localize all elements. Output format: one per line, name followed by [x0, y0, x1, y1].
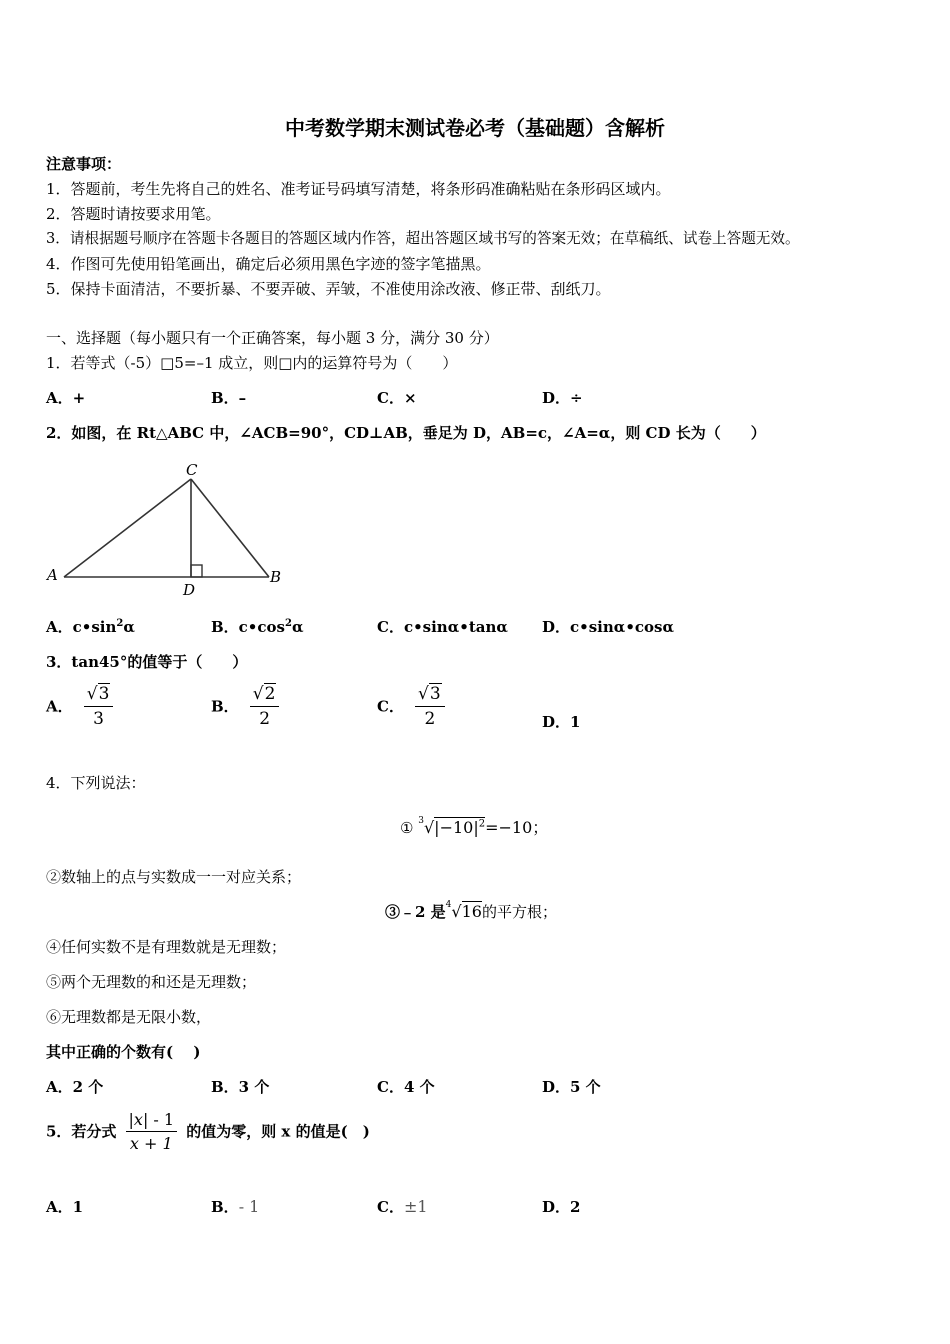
- statement-6: ⑥无理数都是无限小数，: [46, 1008, 212, 1026]
- q3-option-a[interactable]: A． $\frac{√3}{3}$: [46, 684, 113, 729]
- q3-option-d[interactable]: D．1: [542, 713, 581, 731]
- fraction: $\frac{|x| - 1}{x + 1}$: [126, 1110, 178, 1153]
- notice-item: 4．作图可先使用铅笔画出，确定后必须用黑色字迹的签字笔描黑。: [46, 255, 491, 273]
- q5-option-c[interactable]: C．±1: [377, 1197, 428, 1216]
- label-b: B: [270, 568, 282, 586]
- q1-option-a[interactable]: A．+: [46, 389, 86, 407]
- q1-option-b[interactable]: B．–: [211, 389, 247, 407]
- question-3-stem: 3．tan45°的值等于（ ）: [46, 653, 248, 671]
- q5-option-b[interactable]: B．- 1: [211, 1197, 260, 1216]
- fraction: $\frac{√2}{2}$: [250, 684, 280, 729]
- q2-option-c[interactable]: C．c•sinα•tanα: [377, 618, 508, 636]
- statement-2: ②数轴上的点与实数成一一对应关系；: [46, 868, 302, 886]
- notice-item: 3．请根据题号顺序在答题卡各题目的答题区域内作答，超出答题区域书写的答案无效；在草稿纸、试卷上答题无效。: [46, 230, 800, 247]
- q5-option-d[interactable]: D．2: [542, 1198, 581, 1216]
- q3-option-c[interactable]: C． $\frac{√3}{2}$: [377, 684, 445, 729]
- q4-option-c[interactable]: C．4 个: [377, 1078, 435, 1096]
- label-c: C: [186, 461, 198, 479]
- q2-option-d[interactable]: D．c•sinα•cosα: [542, 618, 675, 636]
- right-angle-mark: [191, 565, 202, 577]
- q4-option-b[interactable]: B．3 个: [211, 1078, 270, 1096]
- question-5-stem: 5．若分式 $\frac{|x| - 1}{x + 1}$ 的值为零，则 x 的值是( ): [46, 1110, 370, 1153]
- q5-option-a[interactable]: A．1: [46, 1198, 84, 1216]
- label-a: A: [47, 566, 58, 584]
- notice-item: 2．答题时请按要求用笔。: [46, 205, 221, 223]
- q1-option-c[interactable]: C．×: [377, 389, 417, 407]
- statement-5: ⑤两个无理数的和还是无理数；: [46, 973, 257, 991]
- q2-option-b[interactable]: B．$c•\cos^2\alpha$: [211, 618, 304, 636]
- question-1-stem: 1．若等式（-5）□5=–1 成立，则□内的运算符号为（ ）: [46, 354, 458, 372]
- page-title: 中考数学期末测试卷必考（基础题）含解析: [285, 116, 665, 140]
- segment-ac: [64, 479, 191, 577]
- notice-heading: 注意事项：: [46, 155, 122, 173]
- question-4-ask: 其中正确的个数有( ): [46, 1043, 201, 1061]
- q1-option-d[interactable]: D．÷: [542, 389, 583, 407]
- segment-bc: [191, 479, 269, 577]
- question-4-stem: 4．下列说法：: [46, 774, 146, 792]
- section-heading: 一、选择题（每小题只有一个正确答案，每小题 3 分，满分 30 分）: [46, 329, 499, 347]
- question-2-stem: 2．如图，在 Rt△ABC 中，∠ACB=90°，CD⊥AB，垂足为 D，AB=c，∠A=α，则 CD 长为（ ）: [46, 424, 766, 442]
- notice-item: 1．答题前，考生先将自己的姓名、准考证号码填写清楚，将条形码准确粘贴在条形码区域内。: [46, 180, 671, 198]
- q3-option-b[interactable]: B． $\frac{√2}{2}$: [211, 684, 279, 729]
- fraction: $\frac{√3}{2}$: [415, 684, 445, 729]
- q4-option-d[interactable]: D．5 个: [542, 1078, 601, 1096]
- label-d: D: [183, 581, 196, 599]
- triangle-figure: [40, 458, 300, 603]
- q4-option-a[interactable]: A．2 个: [46, 1078, 104, 1096]
- statement-3: ③﹣2 是$^4$√16的平方根；: [385, 900, 557, 921]
- fraction: $\frac{√3}{3}$: [84, 684, 114, 729]
- statement-4: ④任何实数不是有理数就是无理数；: [46, 938, 287, 956]
- statement-1: ① $^3√|-10|^2=-10$；: [400, 816, 549, 837]
- notice-item: 5．保持卡面清洁，不要折暴、不要弄破、弄皱，不准使用涂改液、修正带、刮纸刀。: [46, 280, 611, 298]
- q2-option-a[interactable]: A．$c•\sin^2\alpha$: [46, 618, 135, 636]
